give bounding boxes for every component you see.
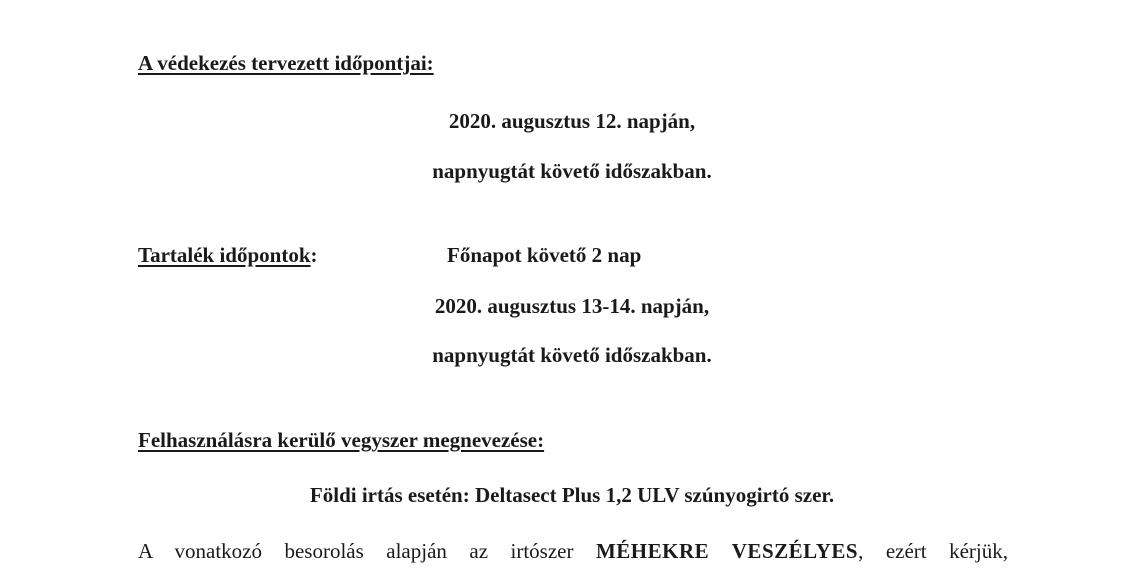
reserve-value: Főnapot követő 2 nap [447,243,642,267]
chemical-ground: Földi irtás esetén: Deltasect Plus 1,2 ULV szúnyogirtó szer. [309,483,835,507]
warning-before: A vonatkozó besorolás alapján az irtószer [138,539,596,563]
schedule-time: napnyugtát követő időszakban. [432,159,712,183]
schedule-date: 2020. augusztus 12. napján, [448,109,696,133]
reserve-time: napnyugtát követő időszakban. [432,343,712,367]
warning-after: , ezért kérjük, [858,539,1008,563]
schedule-heading: A védekezés tervezett időpontjai: [138,51,434,75]
reserve-label: Tartalék időpontok [138,243,311,267]
chemical-heading: Felhasználásra kerülő vegyszer megnevezése: [138,428,545,452]
reserve-date: 2020. augusztus 13-14. napján, [434,294,710,318]
reserve-label-suffix: : [310,243,318,267]
warning-emphasis: MÉHEKRE VESZÉLYES [595,539,859,563]
reserve-label-line [138,242,318,268]
warning-paragraph [138,538,1008,564]
